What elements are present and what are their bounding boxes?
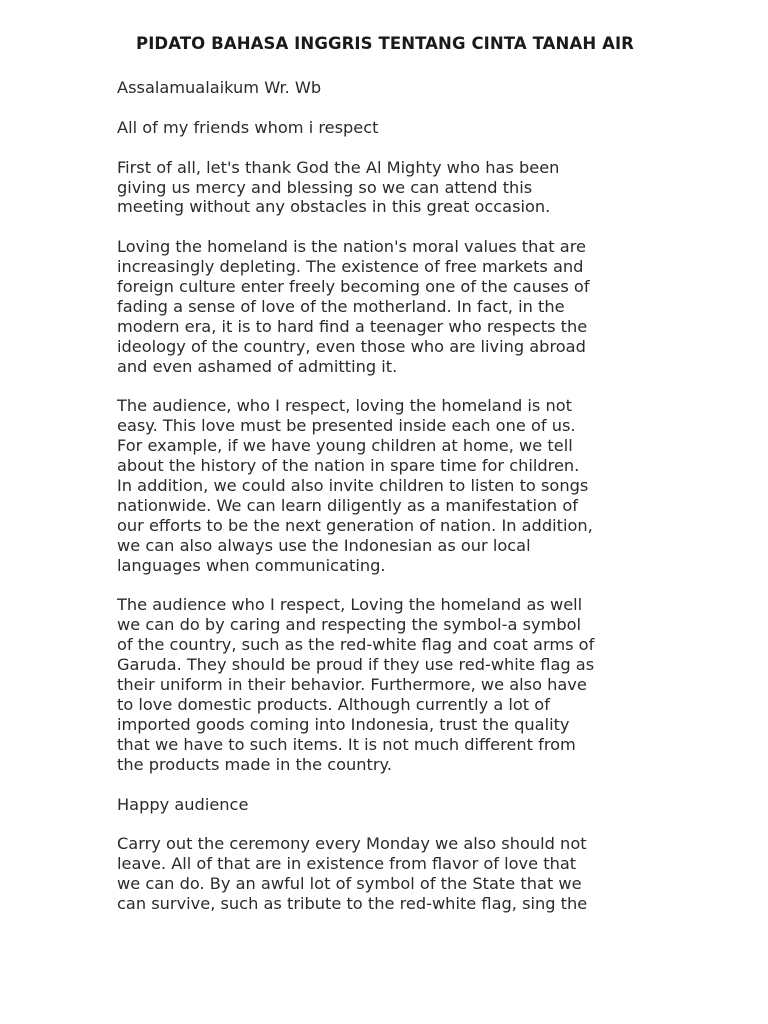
greeting-paragraph: Assalamualaikum Wr. Wb — [117, 78, 322, 97]
body-paragraph-4: Carry out the ceremony every Monday we also should not leave. All of that are in existence from flavor of love that we can do. By an awful lot of symbol of the State that we can survive, such as tribute to the red-white flag, sing the — [117, 834, 588, 914]
document-page — [117, 34, 653, 934]
opening-paragraph: First of all, let's thank God the Al Mighty who has been giving us mercy and blessing so we can attend this meeting without any obstacles in this great occasion. — [117, 157, 560, 217]
audience-paragraph: Happy audience — [117, 794, 249, 814]
body-paragraph-2: The audience, who I respect, loving the homeland is not easy. This love must be presented inside each one of us. For example, if we have young children at home, we tell about the history of the nation in spare time for children. In addition, we could also invite children to listen to songs nationwide. We can learn diligently as a manifestation of our efforts to be the next generation of nation. In addition, we can also always use the Indonesian as our local languages when communicating. — [117, 396, 593, 575]
body-paragraph-1: Loving the homeland is the nation's moral values that are increasingly depleting. The existence of free markets and foreign culture enter freely becoming one of the causes of fading a sense of love of the motherland. In fact, in the modern era, it is to hard find a teenager who respects the ideology of the country, even those who are living abroad and even ashamed of admitting it. — [117, 237, 590, 376]
document-title: PIDATO BAHASA INGGRIS TENTANG CINTA TANAH AIR — [136, 34, 634, 53]
body-paragraph-3: The audience who I respect, Loving the homeland as well we can do by caring and respecting the symbol-a symbol of the country, such as the red-white flag and coat arms of Garuda. They should be proud if they use red-white flag as their uniform in their behavior. Furthermore, we also have to love domestic products. Although currently a lot of imported goods coming into Indonesia, trust the quality that we have to such items. It is not much different from the products made in the country. — [117, 595, 595, 774]
salutation-paragraph: All of my friends whom i respect — [117, 117, 379, 137]
